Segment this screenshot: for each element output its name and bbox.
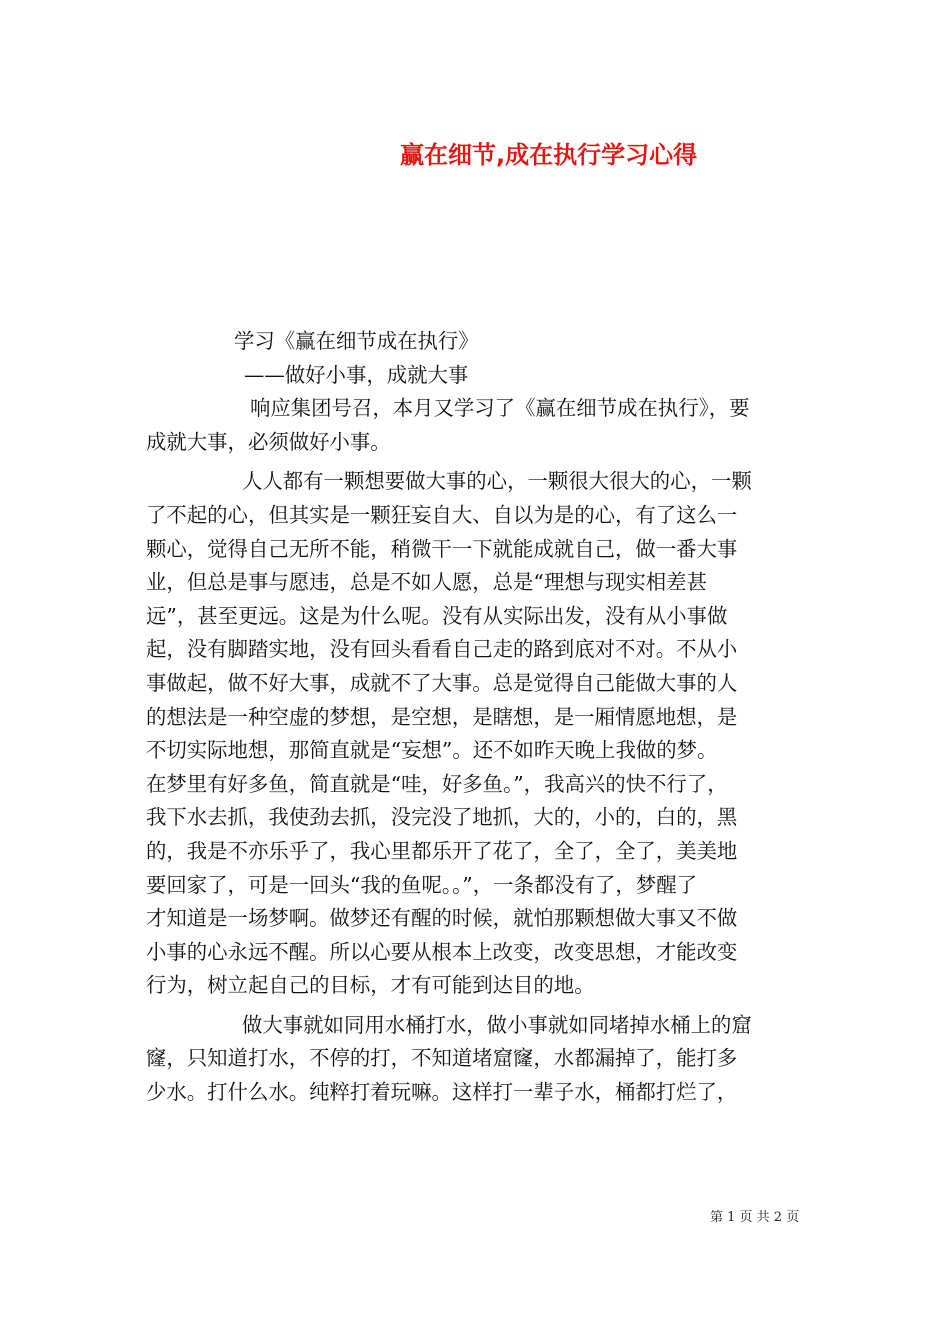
paragraph-line: 行为，树立起自己的目标，才有可能到达目的地。 [146,973,595,998]
paragraph-line: 人人都有一颗想要做大事的心，一颗很大很大的心，一颗 [242,469,752,494]
paragraph-line: 不切实际地想，那简直就是“妄想”。还不如昨天晚上我做的梦。 [146,738,718,763]
paragraph-line: 在梦里有好多鱼，简直就是“哇，好多鱼。”，我高兴的快不行了， [146,771,728,796]
paragraph-line: 成就大事，必须做好小事。 [146,429,391,454]
subtitle: 学习《赢在细节成在执行》 [234,329,479,353]
paragraph-line: 的想法是一种空虚的梦想，是空想，是瞎想，是一厢情愿地想，是 [146,704,738,729]
paragraph-line: 颗心，觉得自己无所不能，稍微干一下就能成就自己，做一番大事 [146,536,738,561]
paragraph-line: 小事的心永远不醒。所以心要从根本上改变，改变思想，才能改变 [146,939,738,964]
paragraph-line: 的，我是不亦乐乎了，我心里都乐开了花了，全了，全了，美美地 [146,838,738,863]
paragraph-line: 业，但总是事与愿违，总是不如人愿，总是“理想与现实相差甚 [146,570,707,595]
paragraph-line: 要回家了，可是一回头“我的鱼呢。。”，一条都没有了，梦醒了 [146,872,697,897]
paragraph-line: 窿，只知道打水，不停的打，不知道堵窟窿，水都漏掉了，能打多 [146,1046,738,1071]
document-body [146,325,818,1110]
paragraph-2 [146,465,818,1003]
paragraph-line: 少水。打什么水。纯粹打着玩嘛。这样打一辈子水，桶都打烂了， [146,1080,738,1105]
paragraph-line: 了不起的心，但其实是一颗狂妄自大、自以为是的心，有了这么一 [146,502,738,527]
paragraph-1 [146,392,818,459]
paragraph-line: 我下水去抓，我使劲去抓，没完没了地抓，大的，小的，白的，黑 [146,805,738,830]
paragraph-3 [146,1009,818,1110]
page-number: 第 1 页 共 2 页 [710,1210,800,1225]
paragraph-line: 起，没有脚踏实地，没有回头看看自己走的路到底对不对。不从小 [146,637,738,662]
paragraph-line: 事做起，做不好大事，成就不了大事。总是觉得自己能做大事的人 [146,670,738,695]
paragraph-line: 远”，甚至更远。这是为什么呢。没有从实际出发，没有从小事做 [146,603,728,628]
paragraph-line: 响应集团号召，本月又学习了《赢在细节成在执行》，要 [250,396,750,421]
paragraph-line: 做大事就如同用水桶打水，做小事就如同堵掉水桶上的窟 [242,1012,752,1037]
document-title: 赢在细节,成在执行学习心得 [400,141,698,169]
paragraph-line: 才知道是一场梦啊。做梦还有醒的时候，就怕那颗想做大事又不做 [146,906,738,931]
subheading: ——做好小事，成就大事 [244,362,469,387]
